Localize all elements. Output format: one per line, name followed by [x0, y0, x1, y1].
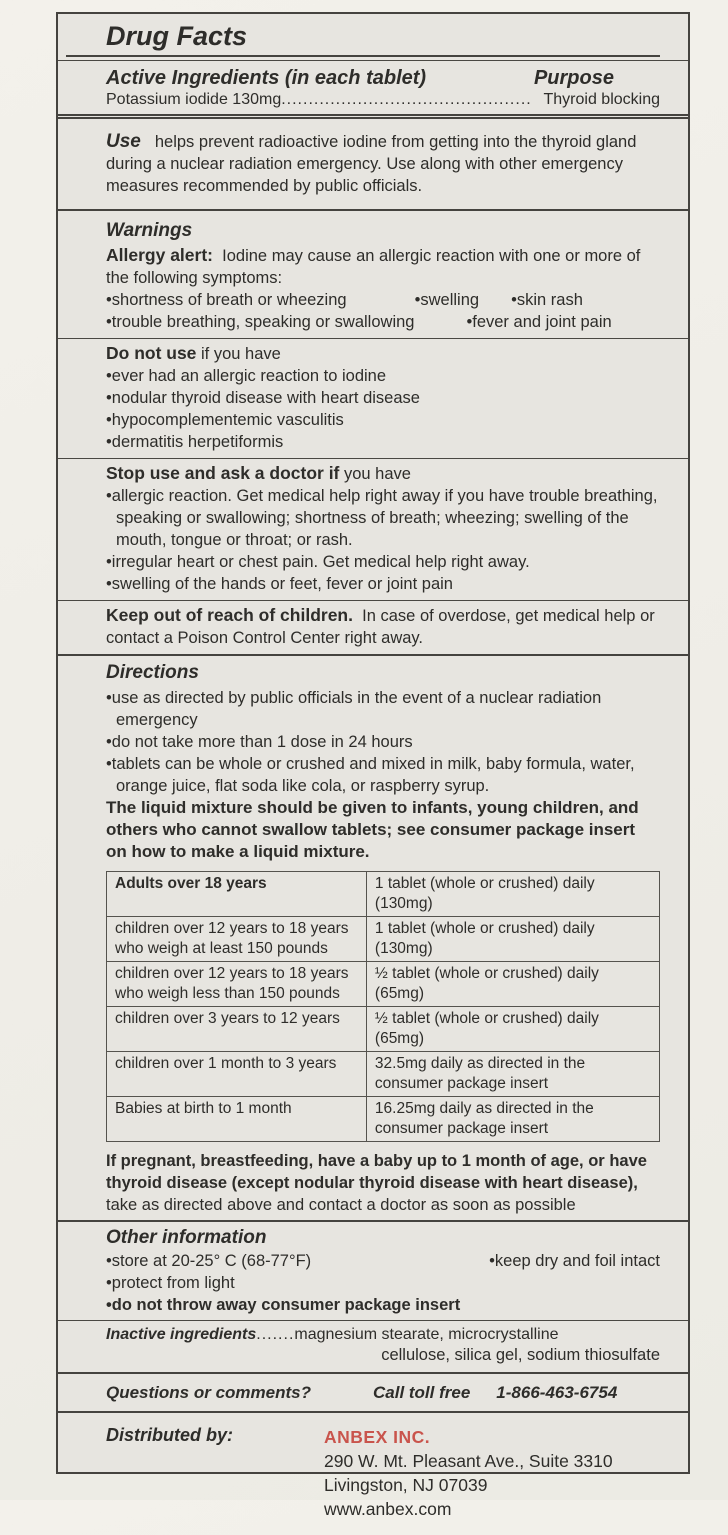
dosage-row-children-12-18-over-150 — [107, 917, 660, 962]
keep-out-text: In case of overdose, get medical help or contact a Poison Control Center right away. — [106, 607, 655, 647]
purpose-heading: Purpose — [533, 67, 614, 89]
allergy-symptom-row-2 — [106, 311, 660, 333]
active-ingredients-section — [58, 60, 688, 114]
inactive-ingredients-section — [58, 1320, 688, 1372]
dosage-amount: ½ tablet (whole or crushed) daily (65mg) — [366, 1007, 659, 1052]
drug-facts-title: Drug Facts — [66, 20, 660, 57]
title-section — [58, 14, 688, 57]
distributor-info — [324, 1425, 613, 1521]
do-not-use-lead: Do not use — [106, 343, 197, 363]
dosage-group: children over 3 years to 12 years — [107, 1007, 367, 1052]
keep-out-lead: Keep out of reach of children. — [106, 605, 353, 625]
pregnant-paragraph — [106, 1150, 660, 1216]
do-not-use-bullet: •dermatitis herpetiformis — [106, 433, 284, 451]
other-information-heading: Other information — [106, 1227, 267, 1248]
other-information-section — [58, 1220, 688, 1320]
use-heading: Use — [106, 131, 141, 152]
toll-free-number: 1-866-463-6754 — [496, 1383, 618, 1402]
dosage-amount: 1 tablet (whole or crushed) daily (130mg) — [366, 872, 659, 917]
storage-row — [106, 1250, 660, 1272]
symptom-swelling: •swelling — [414, 291, 480, 309]
distributor-address-2: Livingston, NJ 07039 — [324, 1475, 488, 1495]
use-paragraph — [106, 131, 660, 197]
inactive-ingredients-line1 — [106, 1326, 660, 1344]
directions-bullet: •tablets can be whole or crushed and mixed in milk, baby formula, water, orange juice, flat soda like cola, or raspberry syrup. — [106, 755, 635, 795]
stop-use-lead-rest: you have — [343, 465, 411, 483]
call-toll-free-label: Call toll free — [372, 1383, 471, 1402]
pregnant-regular-text: take as directed above and contact a doctor as soon as possible — [106, 1196, 576, 1214]
do-not-use-block — [58, 338, 688, 458]
dosage-group: Babies at birth to 1 month — [107, 1097, 367, 1142]
distributed-by-label: Distributed by: — [106, 1425, 234, 1445]
distributor-address-1: 290 W. Mt. Pleasant Ave., Suite 3310 — [324, 1451, 613, 1471]
dosage-amount: 16.25mg daily as directed in the consumer package insert — [366, 1097, 659, 1142]
questions-section — [58, 1372, 688, 1411]
inactive-ingredients-text-2: cellulose, silica gel, sodium thiosulfate — [381, 1346, 660, 1364]
distributor-section — [58, 1411, 688, 1535]
use-section — [58, 114, 688, 209]
inactive-dots: ....... — [256, 1326, 295, 1343]
dosage-group: children over 12 years to 18 years who weigh less than 150 pounds — [107, 962, 367, 1007]
package-insert-bullet: •do not throw away consumer package insert — [106, 1296, 461, 1314]
stop-use-bullet: •swelling of the hands or feet, fever or joint pain — [106, 575, 453, 593]
allergy-alert-paragraph — [106, 244, 660, 289]
dosage-row-children-12-18-under-150 — [107, 962, 660, 1007]
do-not-use-bullet: •hypocomplementemic vasculitis — [106, 411, 344, 429]
protect-light-bullet: •protect from light — [106, 1274, 235, 1292]
allergy-symptom-row-1 — [106, 289, 660, 311]
dosage-row-children-3-12 — [107, 1007, 660, 1052]
distributor-name: ANBEX INC. — [324, 1427, 431, 1447]
dosage-amount: 1 tablet (whole or crushed) daily (130mg) — [366, 917, 659, 962]
dosage-table — [106, 871, 660, 1142]
store-bullet: •store at 20-25° C (68-77°F) — [106, 1252, 312, 1270]
dosage-group: children over 1 month to 3 years — [107, 1052, 367, 1097]
warnings-section — [58, 209, 688, 654]
stop-use-bullet: •irregular heart or chest pain. Get medical help right away. — [106, 553, 530, 571]
allergy-alert-lead: Allergy alert: — [106, 245, 213, 265]
inactive-ingredients-text-1: magnesium stearate, microcrystalline — [294, 1326, 559, 1343]
dosage-row-adults — [107, 872, 660, 917]
pregnant-bold-text: If pregnant, breastfeeding, have a baby up to 1 month of age, or have thyroid disease (except nodular thyroid disease with heart disease), — [106, 1152, 647, 1192]
stop-use-block — [58, 458, 688, 600]
inactive-ingredients-heading: Inactive ingredients — [106, 1326, 257, 1343]
stop-use-bullet: •allergic reaction. Get medical help right away if you have trouble breathing, speaking or swallowing; shortness of breath; wheezing; swelling of the mouth, tongue or throat; or rash. — [106, 487, 658, 549]
directions-bullet: •use as directed by public officials in the event of a nuclear radiation emergency — [106, 689, 602, 729]
directions-heading: Directions — [106, 662, 199, 683]
liquid-mixture-note: The liquid mixture should be given to infants, young children, and others who cannot swallow tablets; see consumer package insert on how to make a liquid mixture. — [106, 798, 639, 861]
active-ingredients-header — [106, 65, 660, 91]
directions-section — [58, 654, 688, 1220]
allergy-alert-block — [58, 211, 688, 338]
symptom-fever: •fever and joint pain — [466, 313, 612, 331]
warnings-heading: Warnings — [106, 220, 193, 241]
do-not-use-bullet: •ever had an allergic reaction to iodine — [106, 367, 387, 385]
use-text: helps prevent radioactive iodine from getting into the thyroid gland during a nuclear radiation emergency. Use along with other emergency measures recommended by public officials. — [106, 133, 637, 195]
do-not-use-lead-line — [106, 342, 660, 365]
dosage-row-babies — [107, 1097, 660, 1142]
keep-out-of-reach-block — [58, 600, 688, 654]
do-not-use-bullet: •nodular thyroid disease with heart disease — [106, 389, 420, 407]
purpose-value: Thyroid blocking — [543, 91, 660, 108]
allergy-alert-text: Iodine may cause an allergic reaction with one or more of the following symptoms: — [106, 247, 641, 287]
directions-bullet: •do not take more than 1 dose in 24 hours — [106, 733, 413, 751]
distributor-website: www.anbex.com — [324, 1499, 452, 1519]
dosage-row-children-1mo-3yr — [107, 1052, 660, 1097]
symptom-shortness: •shortness of breath or wheezing — [106, 291, 347, 309]
stop-use-lead: Stop use and ask a doctor if — [106, 463, 340, 483]
leader-dots: .............................................. — [281, 91, 532, 108]
dosage-group: Adults over 18 years — [107, 872, 367, 917]
keep-dry-bullet: •keep dry and foil intact — [489, 1252, 660, 1270]
questions-lead: Questions or comments? — [106, 1383, 311, 1402]
ingredient-name: Potassium iodide 130mg — [106, 91, 282, 108]
active-ingredients-heading: Active Ingredients (in each tablet) — [106, 67, 427, 89]
dosage-group: children over 12 years to 18 years who weigh at least 150 pounds — [107, 917, 367, 962]
dosage-amount: 32.5mg daily as directed in the consumer package insert — [366, 1052, 659, 1097]
stop-use-lead-line — [106, 462, 660, 485]
drug-facts-label — [56, 12, 690, 1519]
keep-out-paragraph — [106, 604, 660, 649]
do-not-use-lead-rest: if you have — [201, 345, 281, 363]
active-ingredient-row — [106, 91, 660, 109]
dosage-amount: ½ tablet (whole or crushed) daily (65mg) — [366, 962, 659, 1007]
symptom-trouble-breathing: •trouble breathing, speaking or swallowing — [106, 313, 415, 331]
symptom-skin-rash: •skin rash — [511, 291, 583, 309]
